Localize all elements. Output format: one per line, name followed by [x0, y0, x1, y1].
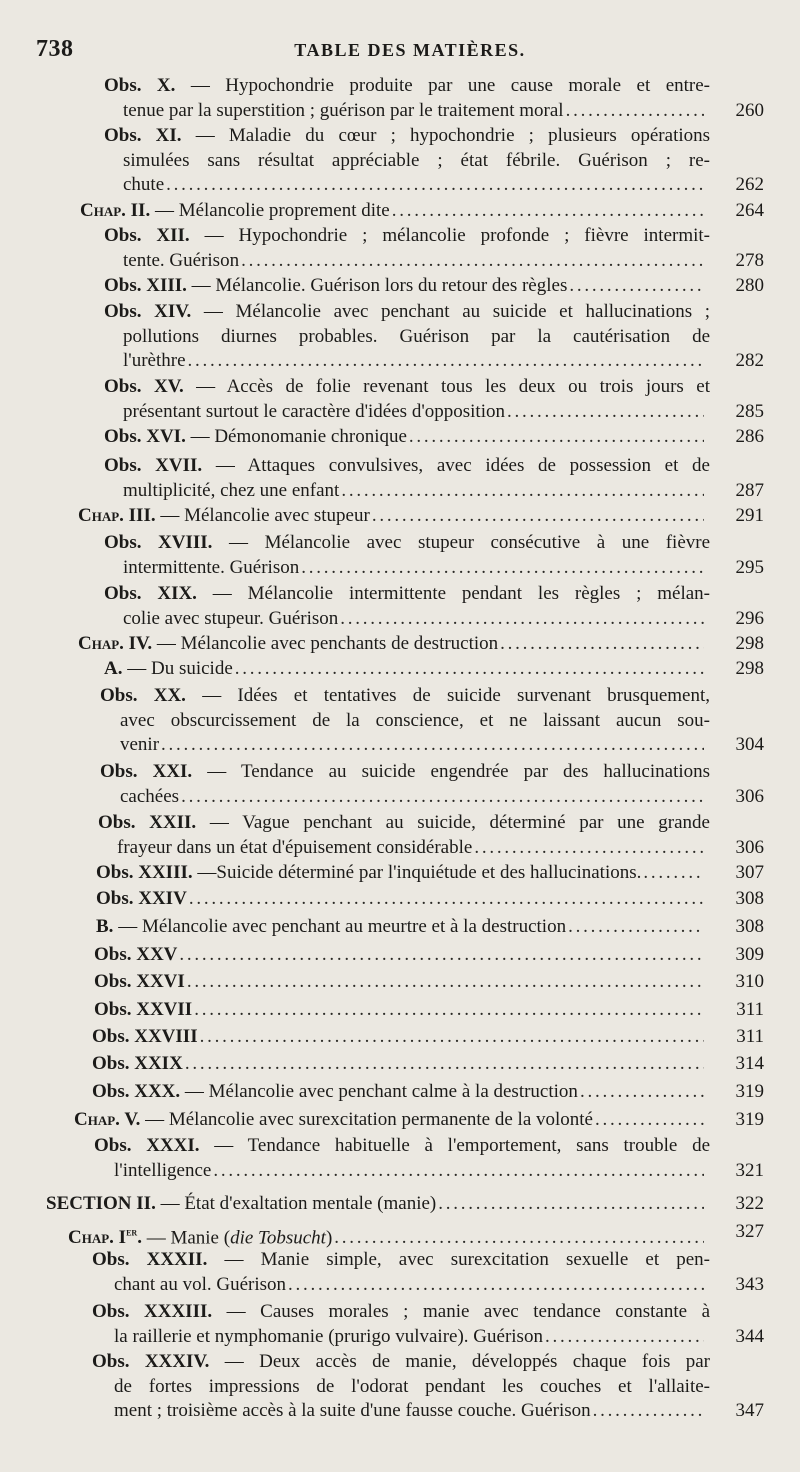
- entry-label: Obs. XXII.: [98, 812, 197, 833]
- toc-entry[interactable]: [0, 887, 800, 912]
- entry-page-number: 344: [735, 1325, 764, 1347]
- entry-page-number: 278: [735, 249, 764, 271]
- entry-line: [123, 607, 764, 632]
- entry-line: [120, 709, 710, 734]
- toc-entry[interactable]: [0, 811, 800, 860]
- leader-dots: [372, 504, 704, 529]
- entry-line: [94, 998, 764, 1023]
- entry-line: [92, 1025, 764, 1050]
- entry-label: Obs. XVII.: [104, 455, 203, 476]
- entry-text: — Accès de folie revenant tous les deux ou trois jours et: [196, 376, 711, 397]
- toc-entry[interactable]: [0, 1350, 800, 1424]
- entry-page-number: 307: [735, 862, 764, 883]
- toc-entry[interactable]: [0, 375, 800, 424]
- entry-text: présentant surtout le caractère d'idées d'opposition: [123, 400, 505, 422]
- entry-label: Chap. Ier.: [68, 1225, 142, 1249]
- entry-page-number: 319: [735, 1109, 764, 1130]
- leader-dots: [161, 733, 704, 758]
- entry-line: [123, 325, 710, 350]
- entry-label: Obs. XXVI: [94, 971, 185, 992]
- toc-entry[interactable]: [0, 1108, 800, 1133]
- entry-text: — Mélancolie avec stupeur: [160, 505, 370, 526]
- entry-line: [123, 99, 764, 124]
- entry-line: [104, 124, 710, 149]
- entry-text: — Maladie du cœur ; hypochondrie ; plusieurs opérations: [195, 125, 711, 146]
- entry-page-number: 314: [735, 1053, 764, 1074]
- toc-entry[interactable]: [0, 915, 800, 940]
- entry-line: [92, 1350, 710, 1375]
- entry-line: [92, 1052, 764, 1077]
- toc-entry[interactable]: [0, 998, 800, 1023]
- entry-page-number: 291: [735, 505, 764, 526]
- toc-entry[interactable]: [0, 531, 800, 580]
- entry-text: — Hypochondrie produite par une cause morale et entre-: [190, 75, 710, 96]
- entry-line: [92, 1248, 710, 1273]
- leader-dots: [500, 632, 704, 657]
- entry-line: [114, 1273, 764, 1298]
- entry-line: [114, 1325, 764, 1350]
- toc-entry[interactable]: [0, 504, 800, 529]
- entry-label: A.: [104, 658, 123, 679]
- entry-text: cachées: [120, 785, 180, 807]
- toc-entry[interactable]: [0, 760, 800, 809]
- entry-line: [46, 1192, 764, 1217]
- entry-page-number: 306: [735, 836, 764, 858]
- entry-page-number: 319: [735, 1081, 764, 1102]
- toc-entry[interactable]: [0, 454, 800, 503]
- entry-page-number: 298: [735, 658, 764, 679]
- leader-dots: [593, 1399, 704, 1424]
- entry-text: intermittente. Guérison: [123, 556, 300, 578]
- leader-dots: [194, 998, 704, 1023]
- page-number: 738: [36, 36, 74, 62]
- toc-entry[interactable]: [0, 1248, 800, 1297]
- entry-label: Obs. XII.: [104, 225, 190, 246]
- entry-text: — Mélancolie avec penchant au meurtre et à la destruction: [118, 916, 567, 937]
- entry-text: l'intelligence: [114, 1159, 212, 1181]
- entry-label: Obs. XIV.: [104, 301, 192, 322]
- entry-label: Obs. XXIV: [96, 888, 187, 909]
- entry-label: Obs. XXVIII: [92, 1026, 198, 1047]
- entry-text: ment ; troisième accès à la suite d'une fausse couche. Guérison: [114, 1400, 591, 1421]
- leader-dots: [301, 556, 704, 581]
- entry-label: Chap. V.: [74, 1109, 141, 1130]
- entry-label: Obs. XXIII.: [96, 862, 193, 883]
- entry-line: [104, 425, 764, 450]
- leader-dots: [438, 1192, 704, 1217]
- entry-page-number: 322: [735, 1193, 764, 1214]
- entry-page-number: 311: [736, 1026, 764, 1047]
- entry-label: Obs. XX.: [100, 685, 186, 706]
- toc-entry[interactable]: [0, 224, 800, 273]
- entry-line: [123, 349, 764, 374]
- entry-line: [94, 1134, 710, 1159]
- entry-page-number: 327: [735, 1221, 764, 1242]
- leader-dots: [188, 349, 704, 374]
- entry-line: [80, 199, 764, 224]
- entry-text: — Mélancolie avec penchant au suicide et hallucinations ;: [203, 301, 710, 322]
- leader-dots: [341, 479, 704, 504]
- entry-line: [104, 531, 710, 556]
- entry-label: Obs. XXXIV.: [92, 1351, 210, 1372]
- entry-text: — Mélancolie avec surexcitation permanente de la volonté: [145, 1109, 593, 1130]
- entry-line: [92, 1300, 710, 1325]
- leader-dots: [643, 861, 704, 886]
- entry-text: l'urèthre: [123, 350, 186, 371]
- leader-dots: [166, 173, 704, 198]
- leader-dots: [288, 1273, 704, 1298]
- toc-entry[interactable]: [0, 943, 800, 968]
- entry-line: [114, 1399, 764, 1424]
- leader-dots: [179, 943, 704, 968]
- entry-text: tente. Guérison: [123, 249, 240, 271]
- entry-page-number: 296: [735, 607, 764, 629]
- toc-entry[interactable]: [0, 970, 800, 995]
- running-head-title: TABLE DES MATIÈRES.: [294, 40, 526, 60]
- entry-text: multiplicité, chez une enfant: [123, 479, 340, 501]
- entry-line: [123, 556, 764, 581]
- entry-text: — Du suicide: [127, 658, 233, 679]
- entry-line: [104, 657, 764, 682]
- leader-dots: [545, 1325, 704, 1350]
- entry-page-number: 347: [735, 1400, 764, 1421]
- leader-dots: [569, 274, 704, 299]
- entry-page-number: 308: [735, 916, 764, 937]
- toc-entry[interactable]: [0, 274, 800, 299]
- leader-dots: [568, 915, 704, 940]
- entry-line: [78, 632, 764, 657]
- entry-line: [104, 454, 710, 479]
- entry-page-number: 311: [736, 999, 764, 1020]
- leader-dots: [580, 1080, 704, 1105]
- entry-text: tenue par la superstition ; guérison par le traitement moral: [123, 99, 564, 121]
- entry-text: — Idées et tentatives de suicide survenant brusquement,: [202, 685, 711, 706]
- entry-page-number: 262: [735, 174, 764, 195]
- entry-line: [92, 1080, 764, 1105]
- leader-dots: [181, 785, 704, 810]
- entry-page-number: 343: [735, 1273, 764, 1295]
- entry-line: [104, 274, 764, 299]
- entry-page-number: 298: [735, 633, 764, 654]
- entry-text: — Mélancolie. Guérison lors du retour des règles: [191, 275, 568, 296]
- entry-text: — Démonomanie chronique: [190, 426, 407, 447]
- entry-text: — Attaques convulsives, avec idées de possession et de: [215, 455, 710, 476]
- toc-entry[interactable]: [0, 199, 800, 224]
- leader-dots: [187, 970, 704, 995]
- entry-line: [123, 249, 764, 274]
- entry-label: Obs. X.: [104, 75, 176, 96]
- entry-text: — Mélancolie avec stupeur consécutive à une fièvre: [229, 532, 711, 553]
- entry-label: Obs. XXIX: [92, 1053, 183, 1074]
- entry-label: Obs. XXXII.: [92, 1249, 208, 1270]
- entry-page-number: 304: [735, 734, 764, 755]
- entry-page-number: 280: [735, 275, 764, 296]
- entry-label: Obs. XVI.: [104, 426, 186, 447]
- leader-dots: [566, 99, 704, 124]
- entry-line: [74, 1108, 764, 1133]
- entry-text: — Tendance habituelle à l'emportement, sans trouble de: [214, 1135, 711, 1156]
- entry-text: — Deux accès de manie, développés chaque fois par: [224, 1351, 711, 1372]
- entry-label: Chap. IV.: [78, 633, 153, 654]
- entry-page-number: 285: [735, 400, 764, 422]
- entry-page-number: 308: [735, 888, 764, 909]
- toc-entry[interactable]: [0, 425, 800, 450]
- toc-entry[interactable]: [0, 582, 800, 631]
- leader-dots: [241, 249, 704, 274]
- entry-page-number: 286: [735, 426, 764, 447]
- entry-label: Obs. XI.: [104, 125, 182, 146]
- entry-line: [104, 375, 710, 400]
- entry-page-number: 287: [735, 479, 764, 501]
- entry-text: — État d'exaltation mentale (manie): [160, 1193, 437, 1214]
- entry-page-number: 306: [735, 785, 764, 807]
- entry-text: — Vague penchant au suicide, déterminé par une grande: [209, 812, 710, 833]
- entry-line: [123, 173, 764, 198]
- entry-text: chute: [123, 174, 165, 195]
- entry-text: —Suicide déterminé par l'inquiétude et des hallucinations.: [197, 862, 642, 883]
- entry-line: [94, 970, 764, 995]
- entry-line: [120, 785, 764, 810]
- entry-text: frayeur dans un état d'épuisement considérable: [117, 836, 473, 858]
- entry-text: — Tendance au suicide engendrée par des hallucinations: [207, 761, 711, 782]
- entry-line: [100, 760, 710, 785]
- entry-text: — Hypochondrie ; mélancolie profonde ; fièvre intermit-: [204, 225, 711, 246]
- entry-line: [114, 1375, 710, 1400]
- entry-page-number: 309: [735, 944, 764, 965]
- entry-label: Obs. XV.: [104, 376, 184, 397]
- entry-text: — Manie (die Tobsucht): [146, 1227, 333, 1249]
- entry-line: [104, 74, 710, 99]
- entry-line: [104, 582, 710, 607]
- toc-entry[interactable]: [0, 657, 800, 682]
- entry-label: Obs. XXV: [94, 944, 178, 965]
- entry-page-number: 310: [735, 971, 764, 992]
- entry-line: [117, 836, 764, 861]
- entry-text: — Mélancolie avec penchant calme à la destruction: [184, 1081, 578, 1102]
- entry-line: [96, 861, 764, 886]
- entry-line: [98, 811, 710, 836]
- toc-entry[interactable]: [0, 1192, 800, 1217]
- entry-text: de fortes impressions de l'odorat pendant les couches et l'allaite-: [114, 1375, 710, 1397]
- entry-line: [78, 504, 764, 529]
- entry-label: Obs. XXXI.: [94, 1135, 200, 1156]
- entry-line: [104, 224, 710, 249]
- toc-entry[interactable]: [0, 1134, 800, 1183]
- entry-label: SECTION II.: [46, 1193, 156, 1214]
- toc-entry[interactable]: [0, 684, 800, 758]
- entry-line: [114, 1159, 764, 1184]
- entry-page-number: 321: [735, 1159, 764, 1181]
- entry-label: Obs. XXI.: [100, 761, 193, 782]
- leader-dots: [409, 425, 704, 450]
- toc-entry[interactable]: [0, 74, 800, 123]
- entry-line: [94, 943, 764, 968]
- leader-dots: [189, 887, 704, 912]
- entry-text: chant au vol. Guérison: [114, 1273, 287, 1295]
- toc-entry[interactable]: [0, 1025, 800, 1050]
- leader-dots: [474, 836, 704, 861]
- leader-dots: [340, 607, 704, 632]
- entry-label: B.: [96, 916, 114, 937]
- toc-entry[interactable]: [0, 1052, 800, 1077]
- entry-text: simulées sans résultat appréciable ; état fébrile. Guérison ; re-: [123, 149, 710, 171]
- entry-label: Obs. XIII.: [104, 275, 187, 296]
- entry-text: — Manie simple, avec surexcitation sexuelle et pen-: [224, 1249, 710, 1270]
- entry-text: — Mélancolie intermittente pendant les règles ; mélan-: [212, 583, 710, 604]
- toc-entry[interactable]: [0, 1220, 800, 1251]
- entry-label: Chap. II.: [80, 200, 151, 221]
- entry-line: [120, 733, 764, 758]
- toc-entry[interactable]: [0, 632, 800, 657]
- entry-line: [100, 684, 710, 709]
- entry-line: [96, 915, 764, 940]
- entry-text: colie avec stupeur. Guérison: [123, 607, 339, 629]
- entry-line: [123, 400, 764, 425]
- leader-dots: [392, 199, 704, 224]
- leader-dots: [200, 1025, 704, 1050]
- leader-dots: [235, 657, 704, 682]
- entry-page-number: 264: [735, 200, 764, 221]
- entry-text: venir: [120, 734, 160, 755]
- toc-entry[interactable]: [0, 300, 800, 374]
- toc-entry[interactable]: [0, 861, 800, 886]
- entry-label: Obs. XIX.: [104, 583, 197, 604]
- entry-page-number: 260: [735, 99, 764, 121]
- entry-text: — Mélancolie proprement dite: [154, 200, 390, 221]
- entry-line: [96, 887, 764, 912]
- entry-text: pollutions diurnes probables. Guérison par la cautérisation de: [123, 325, 710, 347]
- entry-label: Obs. XXVII: [94, 999, 193, 1020]
- leader-dots: [595, 1108, 704, 1133]
- entry-label: Chap. III.: [78, 505, 156, 526]
- entry-text: la raillerie et nymphomanie (prurigo vulvaire). Guérison: [114, 1325, 543, 1347]
- entry-line: [123, 149, 710, 174]
- toc-entry[interactable]: [0, 1300, 800, 1349]
- entry-page-number: 295: [735, 556, 764, 578]
- toc-entry[interactable]: [0, 124, 800, 198]
- leader-dots: [213, 1159, 704, 1184]
- entry-line: [104, 300, 710, 325]
- entry-line: [68, 1220, 764, 1251]
- entry-text: — Causes morales ; manie avec tendance constante à: [226, 1301, 710, 1322]
- toc-entry[interactable]: [0, 1080, 800, 1105]
- entry-page-number: 282: [735, 350, 764, 371]
- entry-label: Obs. XVIII.: [104, 532, 213, 553]
- leader-dots: [507, 400, 704, 425]
- entry-line: [123, 479, 764, 504]
- entry-label: Obs. XXXIII.: [92, 1301, 213, 1322]
- entry-text: avec obscurcissement de la conscience, et ne laissant aucun sou-: [120, 709, 710, 731]
- entry-label: Obs. XXX.: [92, 1081, 181, 1102]
- leader-dots: [185, 1052, 704, 1077]
- entry-text: — Mélancolie avec penchants de destruction: [156, 633, 499, 654]
